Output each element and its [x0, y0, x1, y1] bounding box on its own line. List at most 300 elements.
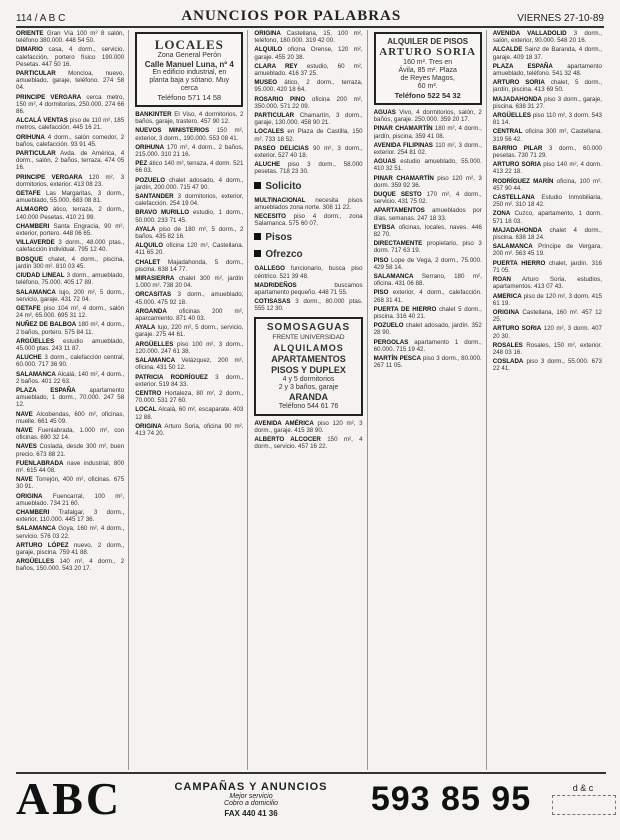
- classified-ad: [374, 339, 482, 353]
- classified-ad: [135, 390, 243, 404]
- ad-heading: BANKINTER: [135, 111, 172, 118]
- ad-heading: NUEVOS MINISTERIOS: [135, 127, 210, 135]
- page-header: [16, 4, 604, 28]
- ad-text: 90 m², 3 dorm., exterior. 527 40 18.: [254, 144, 363, 160]
- ad-heading: MAJADAHONDA: [492, 95, 542, 103]
- ad-text: El Viso, 4 dormitorios, 2 baños, garaje, trastero. 457 90 12.: [135, 111, 244, 126]
- ad-heading: NAVE: [16, 476, 33, 484]
- ad-heading: PEZ: [135, 160, 148, 168]
- ad-heading: ALCALÁ VENTAS: [16, 117, 68, 125]
- ad-text: Príncipe de Vergara, 200 m². 563 45 19.: [492, 243, 602, 258]
- ad-heading: ORIGINA: [492, 308, 520, 316]
- ad-text: Santa Engracia, 90 m², exterior, portero. 448 06 65.: [16, 222, 125, 238]
- classified-ad: [493, 178, 602, 192]
- ad-text: 3 dorm., amueblado, 45.000. 475 92 18.: [135, 291, 244, 306]
- footer-line: Cobro a domicilio: [223, 799, 279, 807]
- ad-text: cerca metro, 150 m², 4 dormitorios, 250.000. 274 66 86.: [16, 93, 125, 116]
- ad-text: estudio, 60 m², amueblado. 416 37 25.: [254, 62, 363, 78]
- ad-heading: AVENIDA AMÉRICA: [254, 419, 314, 427]
- ad-text: piso 100 m², 3 dorm., 120.000. 247 61 38.: [135, 340, 244, 355]
- classified-ad: [135, 291, 243, 305]
- ad-heading: ARGÜELLES: [16, 337, 55, 345]
- bullet-square-icon: [254, 250, 261, 257]
- classified-ad: [374, 175, 482, 189]
- ad-heading: LOCAL: [135, 406, 157, 414]
- ad-heading: MIRASIERRA: [135, 275, 175, 283]
- ad-text: 180 m², 4 dorm., jardín, piscina. 359 41 08.: [373, 125, 482, 140]
- section-ofrezco: [254, 249, 362, 261]
- locales-phone: Teléfono 571 14 58: [157, 93, 222, 102]
- ad-text: Alcalá, 60 m², escaparate. 403 12 88.: [135, 406, 244, 421]
- classified-ad: [254, 79, 362, 93]
- agency-logo: [546, 781, 606, 817]
- ad-heading: ORIENTE: [16, 30, 44, 37]
- ad-text: chalet 4 dorm., piscina. 638 18 24.: [492, 226, 602, 242]
- ad-text: propietario, piso 3 dorm. 717 63 19.: [373, 240, 482, 255]
- ad-heading: PARTICULAR: [16, 70, 56, 78]
- ad-text: 4 dorm., salón comedor, 2 baños, calefacción. 93 91 45.: [16, 133, 125, 148]
- alquiler-line: 60 m².: [417, 83, 438, 90]
- ad-heading: ARTURO SORIA: [492, 161, 542, 169]
- ad-heading: ALQUILO: [254, 46, 283, 54]
- ad-text: Hortaleza, 80 m², 2 dorm., 70.000. 531 27 60.: [135, 389, 244, 405]
- classified-ad: [493, 293, 602, 307]
- classified-ad: [135, 341, 243, 355]
- classified-ad: [16, 354, 124, 368]
- ad-text: casa, 4 dorm., servicio, calefacción, portero físico 190.000 Pesetas. 447 50 16.: [16, 46, 125, 68]
- ad-text: Fuencarral, 100 m², amueblado. 734 21 60.: [16, 492, 125, 507]
- somosaguas-title: SOMOSAGUAS: [266, 321, 351, 333]
- ad-text: piso 3 dorm., 80.000. 267 11 05.: [373, 355, 482, 370]
- classified-ad: [254, 46, 362, 60]
- classified-ad: [135, 308, 243, 322]
- footer-phone: 593 85 95: [370, 779, 532, 818]
- ad-text: 3 dorm., amueblado, teléfono, 75.000. 405 17 89.: [16, 272, 125, 287]
- abc-logo: ABC: [16, 773, 123, 824]
- ad-heading: VILLAVERDE: [16, 239, 55, 247]
- classified-ad: [16, 174, 124, 188]
- ad-text: buscamos apartamento pequeño. 448 71 55.: [254, 281, 363, 297]
- ad-text: piso 110 m², 3 dorm. 543 81 14.: [492, 112, 602, 127]
- section-label: Pisos: [265, 232, 293, 244]
- ad-heading: NAVES: [16, 443, 37, 451]
- section-pisos: [254, 232, 362, 244]
- alquiler-box: [374, 32, 482, 105]
- ad-heading: EYBSA: [373, 223, 395, 231]
- classified-ad: [254, 420, 362, 434]
- classified-ad: [16, 460, 124, 474]
- ad-text: Rosales, 150 m², exterior. 248 03 16.: [492, 341, 602, 356]
- ad-heading: PRINCIPE VERGARA: [16, 93, 82, 101]
- ad-text: chalet adosado, 4 dorm., jardín, 200.000. 715 47 90.: [135, 176, 244, 191]
- somosaguas-line: APARTAMENTOS: [271, 353, 346, 364]
- somosaguas-line: 4 y 5 dormitorios: [282, 375, 335, 383]
- classified-ad: [374, 273, 482, 287]
- ad-heading: BRAVO MURILLO: [135, 209, 190, 217]
- column-4: [374, 30, 487, 770]
- ad-heading: POZUELO: [373, 322, 404, 330]
- ad-text: oficina 200 m², 350.000. 571 22 09.: [254, 95, 363, 110]
- ad-text: piso de 120 m², 3 dorm. 415 61 19.: [492, 292, 602, 307]
- classified-ad: [135, 423, 243, 437]
- classified-ad: [374, 224, 482, 238]
- classified-ad: [135, 193, 243, 207]
- ad-text: 180 m², 4 dorm., 2 baños, portero. 575 84 11.: [16, 321, 125, 336]
- column-5: [493, 30, 606, 770]
- footer-fax: FAX 440 41 36: [224, 808, 278, 818]
- classified-ad: [16, 321, 124, 335]
- classified-ad: [135, 144, 243, 158]
- classified-ad: [16, 387, 124, 409]
- ad-text: ático 140 m², terraza, 4 dorm. 521 66 03.: [135, 160, 244, 175]
- ad-text: oficina 120 m², Castellana. 411 65 20.: [135, 242, 244, 257]
- classified-ad: [254, 436, 362, 450]
- classified-ad: [16, 117, 124, 131]
- ad-text: piso 104 m², 4 dorm., salón 24 m², 65.000. 695 31 12.: [16, 304, 125, 320]
- ad-text: Lope de Vega, 2 dorm., 75.000. 429 58 14.: [373, 256, 482, 271]
- ad-text: chalet 300 m², jardín 1.000 m². 738 20 04.: [135, 275, 244, 290]
- section-label: Solicito: [265, 180, 302, 192]
- ad-text: Arturo Soria, estudios, apartamentos. 413 07 43.: [492, 276, 602, 291]
- ad-text: Castellana, 15, 100 m², teléfono, 180.000. 319 42 00.: [254, 30, 363, 45]
- classified-ad: [374, 125, 482, 139]
- footer-headline: CAMPAÑAS Y ANUNCIOS: [174, 780, 328, 793]
- ad-text: chalet 5 dorm., piscina. 316 40 21.: [373, 305, 482, 321]
- ad-heading: CASTELLANA: [492, 194, 535, 202]
- somosaguas-line: PISOS Y DUPLEX: [271, 364, 346, 375]
- classified-ad: [16, 493, 124, 507]
- ad-text: nuevo, 2 dorm., garaje, piscina. 759 41 88.: [16, 541, 125, 556]
- classified-ad: [254, 161, 362, 175]
- ad-heading: SALAMANCA: [16, 370, 56, 378]
- classified-ad: [135, 406, 243, 420]
- classified-ad: [135, 374, 243, 388]
- ad-text: Gran Vía 100 m² 8 salón, teléfono 380.000. 448 54 50.: [16, 30, 125, 45]
- classified-ad: [135, 209, 243, 223]
- ad-heading: ARGÜELLES: [492, 112, 531, 120]
- ad-heading: SALAMANCA: [492, 243, 533, 251]
- ad-text: Chamartín, 3 dorm., garaje, 130.000. 458 90 21.: [254, 112, 363, 127]
- footer-line: Mejor servicio: [229, 792, 273, 800]
- ad-text: 3 dorm., salón, exterior, 90.000. 548 20 16.: [492, 30, 602, 45]
- classified-ad: [493, 145, 602, 159]
- ad-heading: ALUCHE: [254, 161, 281, 169]
- ad-heading: ZONA: [492, 210, 511, 218]
- ad-heading: ALCALDE: [492, 46, 523, 54]
- classified-ad: [16, 206, 124, 220]
- ad-heading: PARTICULAR: [254, 112, 295, 120]
- ad-text: chalet, 5 dorm., jardín, piscina. 413 69 50.: [492, 79, 602, 94]
- ad-heading: ORIHUNA: [135, 143, 165, 151]
- footer-info: [146, 781, 356, 818]
- ad-text: piso 120 m², 3 dorm. 359 92 36.: [373, 174, 482, 189]
- alquiler-title: ALQUILER DE PISOS: [387, 37, 469, 46]
- ad-heading: ARGANDA: [135, 307, 167, 315]
- ad-text: Serrano, 180 m², oficina. 431 06 88.: [373, 273, 482, 288]
- classified-ad: [254, 298, 362, 312]
- alquiler-line: de Reyes Magos,: [400, 75, 455, 82]
- ad-heading: PATRICIA RODRÍGUEZ: [135, 373, 208, 381]
- ad-text: funcionario, busca piso céntrico. 521 39 48.: [254, 265, 363, 280]
- ad-heading: ALQUILO: [135, 242, 164, 250]
- classified-ad: [254, 128, 362, 142]
- ad-heading: SALAMANCA: [135, 357, 176, 365]
- classified-ad: [254, 197, 362, 211]
- ad-heading: CHALET: [135, 258, 161, 266]
- ad-heading: PISO: [373, 289, 389, 297]
- classified-ad: [254, 282, 362, 296]
- classified-ad: [16, 476, 124, 490]
- column-1: [16, 30, 129, 770]
- ad-text: apartamento amueblado, 1 dorm., 70.000. 247 58 12.: [16, 386, 125, 409]
- classified-columns: [16, 30, 606, 770]
- ad-text: piso 3 dorm., garaje, piscina. 638 31 27.: [492, 95, 602, 110]
- somosaguas-line: FRENTE UNIVERSIDAD: [272, 333, 345, 341]
- ad-text: necesita pisos amueblados zona norte. 308 11 22.: [254, 196, 363, 211]
- classified-ad: [493, 210, 602, 224]
- ad-heading: AVENIDA FILIPINAS: [373, 141, 433, 149]
- ad-text: chalet, 4 dorm., piscina, jardín 300 m². 810 03 45.: [16, 255, 125, 270]
- ad-heading: COTISASAS: [254, 298, 291, 306]
- locales-box: [135, 32, 243, 107]
- classified-ad: [16, 239, 124, 253]
- ad-text: ático, terraza, 2 dorm., 140.000 Pesetas. 410 21 99.: [16, 206, 125, 221]
- ad-heading: BOSQUE: [16, 255, 43, 263]
- ad-text: 3 dorm., 48.000 ptas., calefacción individual. 795 12 40.: [16, 239, 125, 254]
- ad-heading: NAVE: [16, 426, 33, 434]
- somosaguas-box: [254, 317, 362, 416]
- ad-heading: AYALA: [135, 225, 156, 233]
- section-label: Ofrezco: [265, 249, 303, 261]
- ad-text: 3 dorm., exterior. 519 84 33.: [135, 373, 244, 388]
- ad-text: estudio amueblado, 55.000. 410 32 51.: [373, 158, 482, 173]
- ad-heading: ALBERTO ALCOCER: [254, 436, 321, 444]
- ad-heading: ALMAGRO: [16, 206, 48, 214]
- ad-heading: CHAMBERI: [16, 222, 50, 230]
- ad-text: Avda. de América, 4 dorm., salón, 2 baños, terraza. 474 05 16.: [16, 150, 125, 172]
- classified-ad: [16, 427, 124, 441]
- ad-text: nave industrial, 800 m². 615 44 08.: [16, 459, 125, 474]
- ad-text: oficinas 200 m², aparcamiento. 871 40 03.: [135, 307, 244, 323]
- classified-ad: [254, 112, 362, 126]
- classified-ad: [135, 177, 243, 191]
- classified-ad: [16, 134, 124, 148]
- ad-heading: ORIGINA: [16, 492, 43, 500]
- ad-text: Majadahonda, 5 dorm., piscina. 638 14 77.: [135, 258, 244, 273]
- ad-text: Fuenlabrada, 1.000 m², con oficinas. 690 32 14.: [16, 426, 125, 442]
- ad-heading: SALAMANCA: [16, 288, 56, 296]
- classified-ad: [16, 272, 124, 286]
- page-date: VIERNES 27-10-89: [517, 13, 604, 24]
- ad-heading: ORCASITAS: [135, 291, 172, 299]
- ad-text: 120 m², 3 dormitorios, exterior. 413 08 23.: [16, 173, 125, 188]
- classified-ad: [16, 411, 124, 425]
- classified-ad: [374, 191, 482, 205]
- classified-ad: [16, 289, 124, 303]
- ad-heading: AVENIDA VALLADOLID: [492, 30, 567, 37]
- ad-text: amueblados por días, semanas. 247 18 33.: [373, 207, 482, 222]
- ad-heading: DUQUE SESTO: [373, 191, 422, 199]
- ad-text: 170 m², 4 dorm., 2 baños, 215.000. 310 21 16.: [135, 143, 244, 159]
- ad-heading: PRINCIPE VERGARA: [16, 173, 83, 181]
- ad-heading: SANTANDER: [135, 193, 174, 201]
- classified-ad: [493, 342, 602, 356]
- ad-text: lujo, 200 m², 5 dorm., servicio, garaje. 431 72 04.: [16, 288, 125, 303]
- ad-heading: RODRÍGUEZ MARÍN: [492, 177, 554, 185]
- classified-ad: [374, 142, 482, 156]
- ad-heading: PUERTA DE HIERRO: [373, 305, 437, 313]
- ad-heading: PINAR CHAMARTÍN: [373, 125, 433, 133]
- classified-ad: [374, 289, 482, 303]
- ad-text: 3 dorm., 80.000 ptas. 555 12 30.: [254, 298, 363, 313]
- locales-line: En edificio industrial, en: [152, 69, 227, 76]
- classified-ad: [493, 358, 602, 372]
- ad-text: oficina, 100 m². 457 90 44.: [492, 177, 602, 192]
- ad-text: Castellana, 160 m². 457 12 25.: [492, 308, 602, 324]
- classified-ad: [493, 96, 602, 110]
- ad-text: piso 140 m², 4 dorm. 413 22 18.: [492, 161, 602, 176]
- classified-ad: [135, 324, 243, 338]
- classified-ad: [135, 275, 243, 289]
- classified-ad: [493, 79, 602, 93]
- classified-ad: [16, 46, 124, 68]
- classified-ad: [493, 161, 602, 175]
- ad-heading: MADRIDEÑOS: [254, 281, 297, 289]
- ad-heading: NUÑEZ DE BALBOA: [16, 321, 77, 329]
- ad-heading: ARGÜELLES: [135, 340, 174, 348]
- classified-ad: [493, 309, 602, 323]
- classified-ad: [493, 46, 602, 60]
- page-ref: 114 / A B C: [16, 13, 66, 24]
- ad-heading: CIUDAD LINEAL: [16, 272, 65, 280]
- ad-text: Sainz de Baranda, 4 dorm., garaje. 409 18 37.: [492, 46, 602, 61]
- ad-heading: CLARA REY: [254, 62, 298, 70]
- ad-heading: SALAMANCA: [16, 525, 56, 533]
- classified-ad: [16, 70, 124, 92]
- somosaguas-phone: Teléfono 544 61 76: [278, 402, 339, 410]
- ad-heading: ARGÜELLES: [16, 558, 55, 566]
- classified-ad: [493, 325, 602, 339]
- classified-ad: [16, 223, 124, 237]
- ad-heading: PUERTA HIERRO: [492, 259, 546, 267]
- ad-text: chalet, jardín. 316 71 05.: [492, 259, 602, 274]
- classified-ad: [135, 357, 243, 371]
- ad-heading: PASEO DELICIAS: [254, 144, 309, 152]
- ad-heading: MULTINACIONAL: [254, 196, 306, 204]
- classified-ad: [374, 109, 482, 123]
- classified-ad: [16, 305, 124, 319]
- classified-ad: [16, 371, 124, 385]
- ad-heading: MUSEO: [254, 79, 278, 87]
- ad-heading: ARTURO LÓPEZ: [16, 541, 69, 549]
- ad-heading: FUENLABRADA: [16, 459, 64, 467]
- ad-heading: PERGOLAS: [373, 338, 409, 346]
- ad-text: estudio, 1 dorm., 50.000. 233 71 45.: [135, 209, 244, 224]
- classified-ad: [493, 112, 602, 126]
- ad-text: 120 m², 3 dorm. 407 20 30.: [492, 325, 602, 340]
- alquiler-line: ARTURO SORIA: [379, 46, 477, 58]
- ad-heading: PINAR CHAMARTÍN: [373, 174, 434, 182]
- ad-text: apartamento amueblado, teléfono. 541 32 48.: [492, 62, 602, 78]
- ad-text: 150 m², 4 dorm., servicio. 457 16 22.: [254, 436, 363, 451]
- ad-heading: AGUAS: [373, 158, 396, 166]
- classified-ad: [135, 127, 243, 141]
- ad-heading: ORIGINA: [254, 30, 281, 37]
- classified-ad: [135, 160, 243, 174]
- somosaguas-line: 2 y 3 baños, garaje: [278, 383, 339, 391]
- ad-text: chalet adosado, jardín. 352 28 90.: [373, 322, 482, 337]
- ad-text: Trafalgar, 3 dorm., exterior, 110.000. 445 17 36.: [16, 508, 125, 524]
- classified-ad: [374, 207, 482, 221]
- ad-text: Alcobendas, 600 m², oficinas, muelle. 661 45 09.: [16, 410, 125, 425]
- ad-heading: AGUAS: [373, 109, 396, 116]
- ad-heading: BARRIO PILAR: [492, 144, 543, 152]
- ad-heading: LOCALES: [254, 128, 284, 136]
- classified-ad: [16, 525, 124, 539]
- ad-heading: ARTURO SORIA: [492, 79, 545, 87]
- ad-text: 3 dorm., calefacción central, 60.000. 717 36 90.: [16, 354, 125, 369]
- ad-text: Torrejón, 400 m², oficinas. 675 30 91.: [16, 476, 125, 491]
- ad-heading: GALLEGO: [254, 265, 285, 273]
- ad-text: 140 m², 4 dorm., 2 baños, 150.000. 543 20 17.: [16, 558, 125, 573]
- locales-line: planta baja y sótano. Muy cerca: [149, 77, 230, 92]
- ad-text: Velázquez, 200 m², oficina. 431 50 12.: [135, 357, 244, 372]
- ad-heading: GETAFE: [16, 304, 41, 312]
- section-solicito: [254, 181, 362, 193]
- ad-text: Arturo Soria, oficina 90 m². 413 74 20.: [135, 422, 244, 437]
- ad-text: exterior, 4 dorm., calefacción. 268 31 41.: [373, 289, 482, 304]
- classified-ad: [493, 128, 602, 142]
- ad-heading: DIMARIO: [16, 46, 43, 54]
- ad-text: oficina Orense, 120 m², garaje. 455 20 38.: [254, 46, 363, 61]
- classified-ad: [16, 256, 124, 270]
- locales-address: Calle Manuel Luna, nº 4: [144, 60, 234, 69]
- classified-ad: [16, 558, 124, 572]
- somosaguas-line: ARANDA: [288, 391, 328, 402]
- ad-text: 3 dorm., 60.000 pesetas. 730 71 29.: [492, 144, 602, 160]
- classified-ad: [254, 30, 362, 44]
- classified-ad: [135, 226, 243, 240]
- ad-text: ático, 2 dorm., terraza, 95.000. 420 18 64.: [254, 79, 363, 94]
- ad-heading: ROAN: [492, 276, 512, 284]
- ad-text: piso de 180 m², 5 dorm., 2 baños. 435 82 16.: [135, 225, 244, 241]
- somosaguas-line: ALQUILAMOS: [273, 342, 344, 353]
- ad-heading: NECESITO: [254, 213, 286, 221]
- ad-text: Cuzco, apartamento, 1 dorm. 571 18 03.: [492, 210, 602, 225]
- ad-text: oficinas, locales, naves. 446 82 70.: [373, 223, 482, 239]
- alquiler-phone: Teléfono 522 54 32: [394, 91, 461, 100]
- ad-heading: ROSALES: [492, 341, 523, 349]
- ad-heading: CHAMBERI: [16, 508, 50, 516]
- ad-heading: PARTICULAR: [16, 150, 56, 158]
- classified-ad: [254, 265, 362, 279]
- ad-heading: CENTRAL: [492, 128, 523, 136]
- alquiler-line: Ávila, 85 m². Plaza: [398, 67, 457, 74]
- classified-ad: [374, 257, 482, 271]
- ad-heading: DIRECTAMENTE: [373, 240, 423, 248]
- ad-text: 170 m², 4 dorm., servicio. 431 75 02.: [373, 191, 482, 206]
- ad-heading: ORIHUNA: [16, 133, 45, 141]
- classified-ad: [135, 259, 243, 273]
- ad-heading: PLAZA ESPAÑA: [492, 62, 553, 70]
- ad-text: Las Margaritas, 3 dorm., amueblado, 55.000. 683 08 81.: [16, 190, 125, 205]
- classified-ad: [16, 30, 124, 44]
- classified-ad: [16, 338, 124, 352]
- ad-heading: SALAMANCA: [373, 273, 414, 281]
- ad-heading: CENTRO: [135, 389, 162, 397]
- classified-ad: [493, 63, 602, 77]
- ad-text: piso 3 dorm., 55.000. 673 22 41.: [492, 358, 602, 373]
